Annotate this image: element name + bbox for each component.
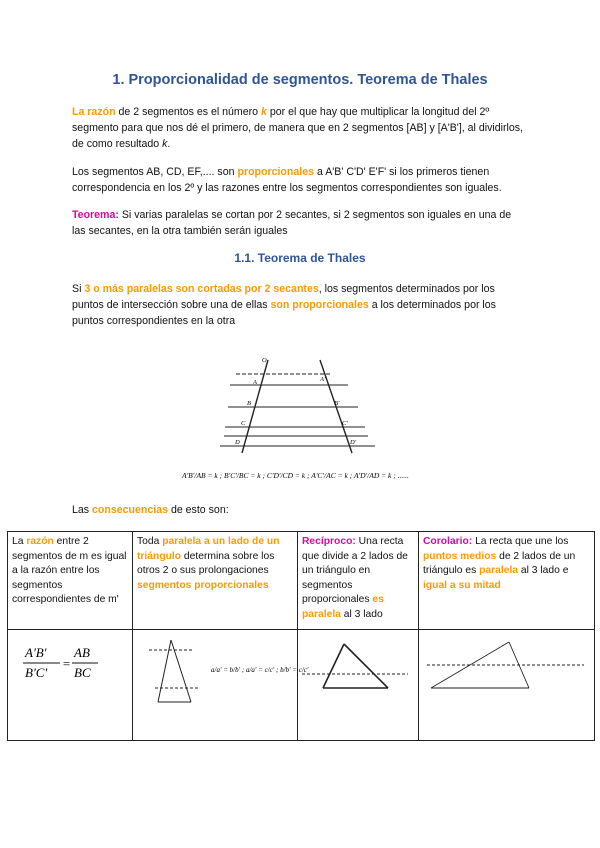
point-label: O bbox=[262, 357, 267, 364]
point-label: B bbox=[247, 400, 251, 407]
table-cell: Toda paralela a un lado de un triángulo determina sobre los otros 2 o sus prolongaciones segmentos proporcionales bbox=[133, 532, 298, 630]
svg-text:A'B': A'B' bbox=[25, 645, 47, 660]
svg-text:B'C': B'C' bbox=[25, 665, 48, 680]
paragraph-razon: La razón de 2 segmentos es el número k por el que hay que multiplicar la longitud del 2º segmento para que nos dé el primero, de manera que en 2 segmentos [AB] y [A'B'], al dividirlos, de como resultado k. bbox=[72, 106, 523, 150]
paragraph-thales: Si 3 o más paralelas son cortadas por 2 secantes, los segmentos determinados por los puntos de intersección sobre una de ellas son proporcionales a los determinados por los puntos correspondientes en la otra bbox=[72, 283, 496, 327]
table-row bbox=[8, 630, 595, 741]
table-row bbox=[8, 532, 595, 630]
term-consecuencias: consecuencias bbox=[92, 504, 168, 516]
table-cell bbox=[8, 630, 133, 741]
page-title: 1. Proporcionalidad de segmentos. Teorema de Thales bbox=[112, 72, 488, 88]
svg-text:BC: BC bbox=[74, 665, 91, 680]
point-label: B' bbox=[334, 400, 340, 407]
ratio-formula bbox=[8, 630, 133, 734]
table-cell bbox=[419, 630, 595, 741]
table-cell bbox=[133, 630, 309, 741]
point-label: D' bbox=[350, 439, 357, 446]
term-razon: La razón bbox=[72, 106, 116, 118]
thales-figure bbox=[180, 350, 410, 490]
reciprocal-triangle-figure bbox=[298, 630, 419, 734]
point-label: C' bbox=[342, 420, 348, 427]
section-subtitle: 1.1. Teorema de Thales bbox=[234, 251, 366, 265]
paragraph-teorema: Teorema: Si varias paralelas se cortan por 2 secantes, si 2 segmentos son iguales en una de las secantes, en la otra también serán iguales bbox=[72, 209, 512, 237]
paragraph-consecuencias: Las consecuencias de esto son: bbox=[72, 504, 229, 516]
parallel-triangle-figure bbox=[133, 630, 309, 734]
table-cell: Corolario: La recta que une los puntos medios de 2 lados de un triángulo es paralela al 3 lado e igual a su mitad bbox=[419, 532, 595, 630]
proportion-formula: a/a' = b/b' ; a/a' = c/c' ; b/b' = c/c' bbox=[211, 666, 309, 674]
term-proporcionales: proporcionales bbox=[237, 166, 314, 178]
point-label: D bbox=[235, 439, 240, 446]
table-cell: Recíproco: Una recta que divide a 2 lados de un triángulo en segmentos proporcionales es paralela al 3 lado bbox=[298, 532, 419, 630]
svg-text:=: = bbox=[62, 656, 71, 671]
point-label: A bbox=[253, 379, 257, 386]
table-cell: La razón entre 2 segmentos de m es igual a la razón entre los segmentos correspondientes de m' bbox=[8, 532, 133, 630]
svg-text:AB: AB bbox=[74, 645, 90, 660]
consequences-table bbox=[7, 531, 595, 741]
point-label: C bbox=[241, 420, 246, 427]
midpoint-triangle-figure bbox=[419, 630, 595, 734]
point-label: A' bbox=[320, 376, 326, 383]
term-teorema: Teorema: bbox=[72, 209, 119, 221]
paragraph-proporcionales: Los segmentos AB, CD, EF,.... son proporcionales a A'B' C'D' E'F' si los primeros tienen correspondencia en los 2º y las razones entre los segmentos correspondientes son iguales. bbox=[72, 166, 502, 194]
table-cell bbox=[298, 630, 419, 741]
proportion-formula: A'B'/AB = k ; B'C'/BC = k ; C'D'/CD = k ; A'C'/AC = k ; A'D'/AD = k ; ...... bbox=[182, 471, 409, 480]
k-symbol: k bbox=[261, 106, 267, 118]
